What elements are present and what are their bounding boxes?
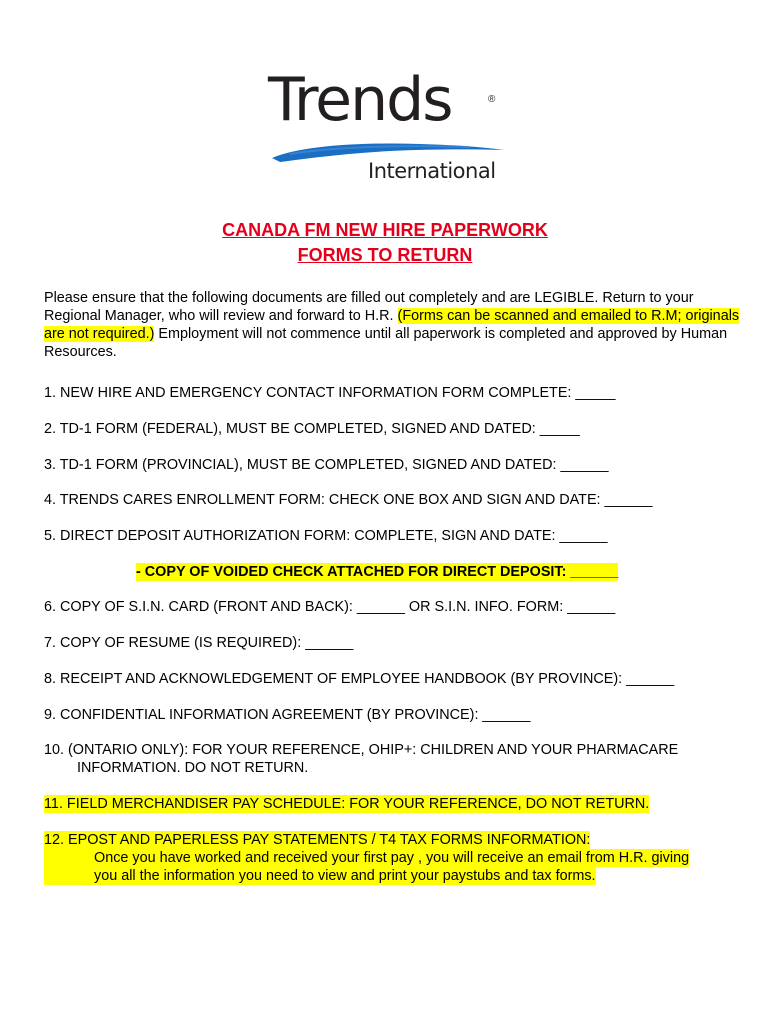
intro-text-part-2: Employment will not commence until all paperwork is completed and approved by Human Resources.	[44, 326, 728, 360]
list-item-3: 3. TD-1 FORM (PROVINCIAL), MUST BE COMPLETED, SIGNED AND DATED: ______	[44, 457, 609, 473]
list-item-12-line-3: you all the information you need to view and print your paystubs and tax forms.	[44, 867, 596, 885]
list-item-6: 6. COPY OF S.I.N. CARD (FRONT AND BACK): ______ OR S.I.N. INFO. FORM: ______	[44, 599, 616, 615]
logo-wordmark: Trends	[268, 65, 452, 135]
list-item-11: 11. FIELD MERCHANDISER PAY SCHEDULE: FOR YOUR REFERENCE, DO NOT RETURN.	[44, 796, 650, 812]
trends-international-logo	[262, 65, 512, 188]
intro-paragraph	[44, 289, 744, 361]
list-item-7: 7. COPY OF RESUME (IS REQUIRED): ______	[44, 635, 354, 651]
intro-text-part-1: Please ensure that the following documents are filled out completely and are LEGIBLE. Return to your Regional Manager, who will review and forward to H.R.	[44, 290, 694, 324]
logo-registered-mark: ®	[488, 94, 496, 105]
page-title-line-2: FORMS TO RETURN	[297, 245, 473, 265]
list-item-5: 5. DIRECT DEPOSIT AUTHORIZATION FORM: COMPLETE, SIGN AND DATE: ______	[44, 528, 608, 544]
list-item-2: 2. TD-1 FORM (FEDERAL), MUST BE COMPLETED, SIGNED AND DATED: _____	[44, 421, 580, 437]
list-item-4: 4. TRENDS CARES ENROLLMENT FORM: CHECK ONE BOX AND SIGN AND DATE: ______	[44, 492, 653, 508]
list-item-12: 12. EPOST AND PAPERLESS PAY STATEMENTS / T4 TAX FORMS INFORMATION:	[44, 832, 591, 848]
page-title-line-1: CANADA FM NEW HIRE PAPERWORK	[222, 220, 548, 240]
list-item-12-line-2: Once you have worked and received your first pay , you will receive an email from H.R. giving	[44, 849, 689, 867]
list-item-9: 9. CONFIDENTIAL INFORMATION AGREEMENT (BY PROVINCE): ______	[44, 707, 531, 723]
list-item-5-sub: - COPY OF VOIDED CHECK ATTACHED FOR DIRECT DEPOSIT: ______	[136, 564, 619, 580]
list-item-10: 10. (ONTARIO ONLY): FOR YOUR REFERENCE, OHIP+: CHILDREN AND YOUR PHARMACARE	[44, 742, 679, 758]
list-item-10-continuation: INFORMATION. DO NOT RETURN.	[77, 760, 309, 776]
intro-highlighted-note: (Forms can be scanned and emailed to R.M; originals are not required.)	[44, 308, 740, 342]
list-item-1: 1. NEW HIRE AND EMERGENCY CONTACT INFORMATION FORM COMPLETE: _____	[44, 385, 616, 401]
list-item-8: 8. RECEIPT AND ACKNOWLEDGEMENT OF EMPLOYEE HANDBOOK (BY PROVINCE): ______	[44, 671, 675, 687]
logo-subtitle: International	[368, 159, 496, 183]
